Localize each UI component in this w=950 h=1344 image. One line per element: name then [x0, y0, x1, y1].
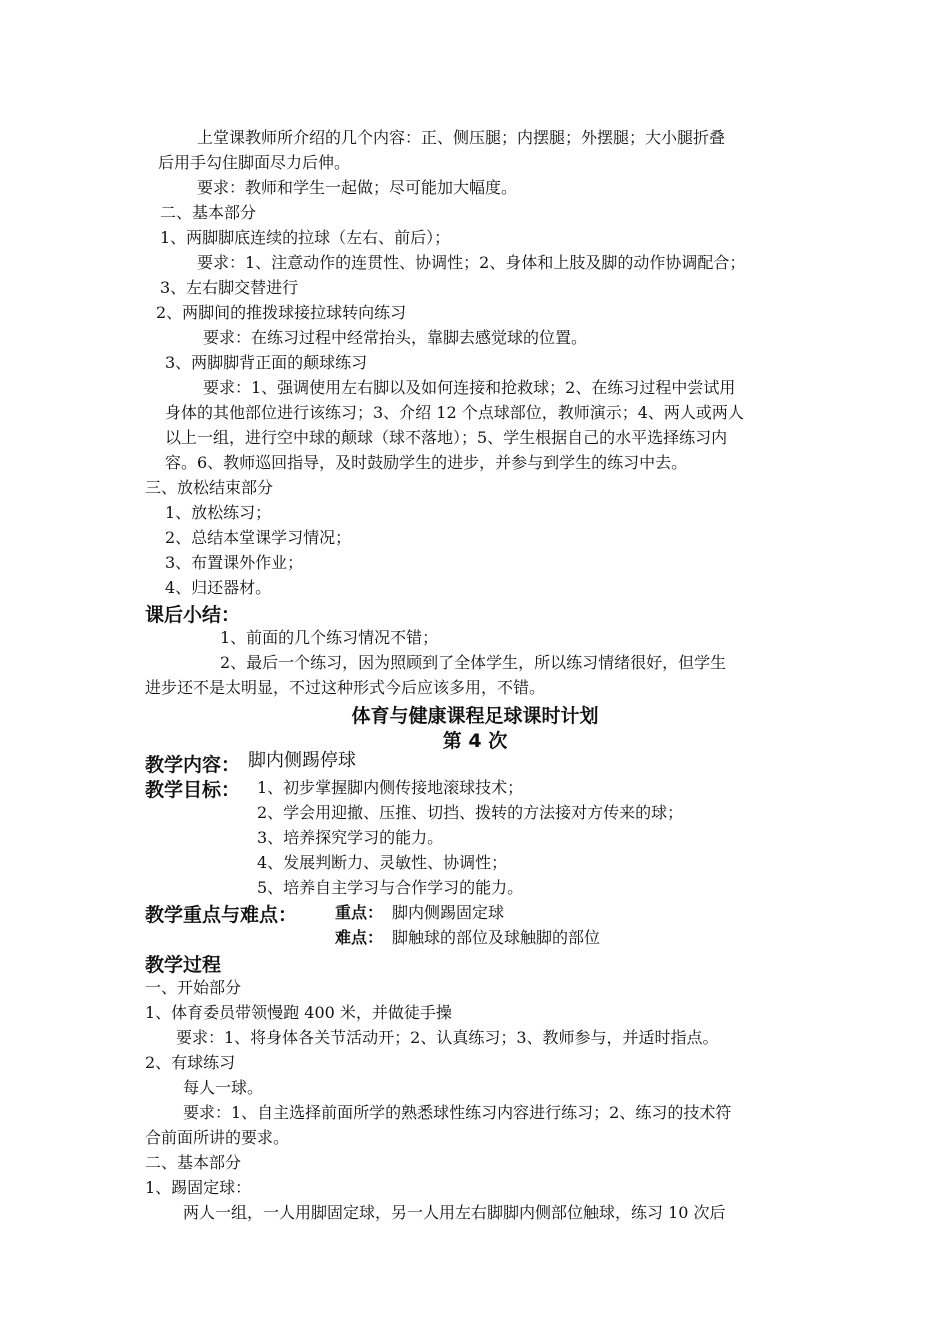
list-item: 2、两脚间的推拨球接拉球转向练习: [156, 303, 407, 322]
requirement-line: 要求：1、将身体各关节活动开；2、认真练习；3、教师参与，并适时指点。: [176, 1028, 719, 1047]
difficulty-sublabel: 难点：: [335, 928, 384, 947]
process-heading: 教学过程: [145, 954, 222, 976]
summary-line: 1、前面的几个练习情况不错；: [220, 628, 439, 647]
requirement-line: 以上一组，进行空中球的颠球（球不落地）；5、学生根据自己的水平选择练习内: [165, 428, 728, 447]
list-item: 2、有球练习: [145, 1053, 236, 1072]
list-item: 1、放松练习；: [165, 503, 272, 522]
requirement-line: 容。6、教师巡回指导，及时鼓励学生的进步，并参与到学生的练习中去。: [165, 453, 688, 472]
requirement-line: 要求：教师和学生一起做；尽可能加大幅度。: [197, 178, 518, 197]
key-point-value: 脚内侧踢固定球: [392, 903, 505, 922]
requirement-line: 身体的其他部位进行该练习；3、介绍 12 个点球部位，教师演示；4、两人或两人: [165, 403, 744, 422]
paragraph-line: 两人一组，一人用脚固定球，另一人用左右脚脚内侧部位触球，练习 10 次后: [183, 1203, 726, 1222]
content-label: 教学内容：: [145, 754, 241, 776]
section-heading: 一、开始部分: [145, 978, 242, 997]
summary-line: 进步还不是太明显，不过这种形式今后应该多用，不错。: [145, 678, 546, 697]
list-item: 2、总结本堂课学习情况；: [165, 528, 352, 547]
goal-item: 4、发展判断力、灵敏性、协调性；: [257, 853, 508, 872]
list-item: 1、两脚脚底连续的拉球（左右、前后）；: [160, 228, 451, 247]
requirement-line: 要求：1、注意动作的连贯性、协调性；2、身体和上肢及脚的动作协调配合；: [197, 253, 746, 272]
paragraph-line: 后用手勾住脚面尽力后伸。: [158, 153, 351, 172]
requirement-line: 要求：1、强调使用左右脚以及如何连接和抢救球；2、在练习过程中尝试用: [203, 378, 736, 397]
list-item: 4、归还器材。: [165, 578, 272, 597]
plan-title: 体育与健康课程足球课时计划: [351, 705, 599, 727]
section-heading: 二、基本部分: [145, 1153, 242, 1172]
goal-item: 3、培养探究学习的能力。: [257, 828, 444, 847]
paragraph-line: 上堂课教师所介绍的几个内容：正、侧压腿；内摆腿；外摆腿；大小腿折叠: [197, 128, 726, 147]
summary-heading: 课后小结：: [145, 604, 241, 626]
plan-session: 第 4 次: [442, 730, 508, 752]
goals-label: 教学目标：: [145, 779, 241, 801]
goal-item: 2、学会用迎撤、压推、切挡、拨转的方法接对方传来的球；: [257, 803, 684, 822]
list-item: 1、体育委员带领慢跑 400 米，并做徒手操: [145, 1003, 452, 1022]
goal-item: 1、初步掌握脚内侧传接地滚球技术；: [257, 778, 524, 797]
difficulty-value: 脚触球的部位及球触脚的部位: [392, 928, 601, 947]
paragraph-line: 每人一球。: [183, 1078, 264, 1097]
requirement-line: 要求：在练习过程中经常抬头，靠脚去感觉球的位置。: [203, 328, 588, 347]
goal-item: 5、培养自主学习与合作学习的能力。: [257, 878, 524, 897]
list-item: 3、两脚脚背正面的颠球练习: [165, 353, 368, 372]
list-item: 3、布置课外作业；: [165, 553, 304, 572]
requirement-line: 合前面所讲的要求。: [145, 1128, 290, 1147]
content-value: 脚内侧踢停球: [248, 750, 356, 771]
requirement-line: 要求：1、自主选择前面所学的熟悉球性练习内容进行练习；2、练习的技术符: [183, 1103, 732, 1122]
key-points-label: 教学重点与难点：: [145, 904, 298, 926]
section-heading: 二、基本部分: [160, 203, 257, 222]
section-heading: 三、放松结束部分: [145, 478, 274, 497]
key-point-sublabel: 重点：: [335, 903, 384, 922]
list-item: 1、踢固定球：: [145, 1178, 252, 1197]
summary-line: 2、最后一个练习，因为照顾到了全体学生，所以练习情绪很好，但学生: [220, 653, 727, 672]
list-item: 3、左右脚交替进行: [160, 278, 299, 297]
